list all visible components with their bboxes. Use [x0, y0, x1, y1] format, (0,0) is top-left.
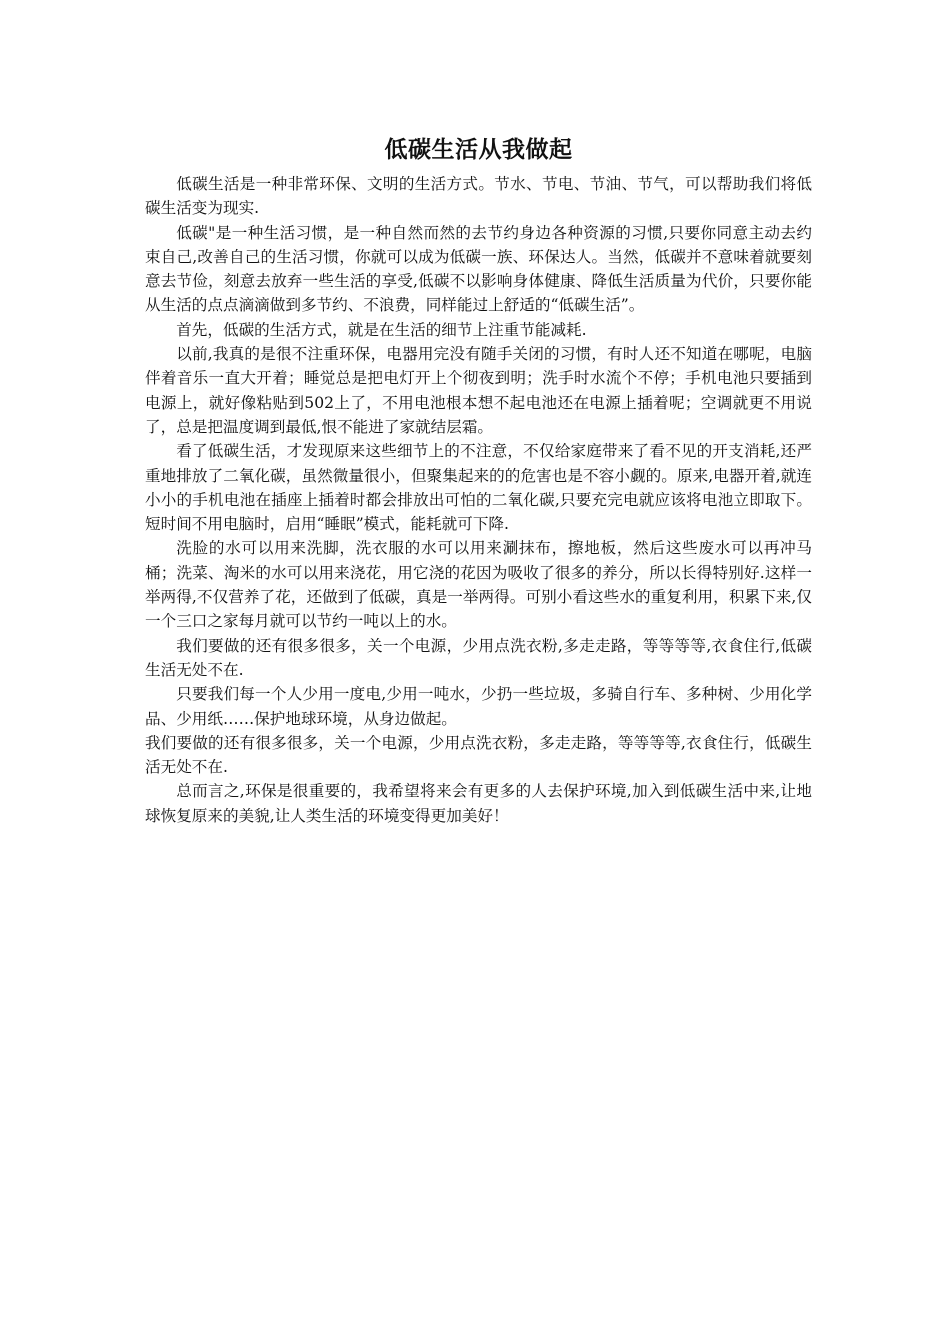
paragraph-habit: 低碳"是一种生活习惯，是一种自然而然的去节约身边各种资源的习惯,只要你同意主动去约束自己,改善自己的生活习惯，你就可以成为低碳一族、环保达人。当然，低碳并不意味着就要刻意去节俭，刻意去放弃一些生活的享受,低碳不以影响身体健康、降低生活质量为代价，只要你能从生活的点点滴滴做到多节约、不浪费，同样能过上舒适的“低碳生活”。	[145, 223, 812, 315]
paragraph-intro: 低碳生活是一种非常环保、文明的生活方式。节水、节电、节油、节气，可以帮助我们将低碳生活变为现实.	[145, 175, 812, 218]
paragraph-conclusion: 总而言之,环保是很重要的，我希望将来会有更多的人去保护环境,加入到低碳生活中来,让地球恢复原来的美貌,让人类生活的环境变得更加美好！	[145, 782, 812, 825]
paragraph-discovery: 看了低碳生活，才发现原来这些细节上的不注意，不仅给家庭带来了看不见的开支消耗,还严重地排放了二氧化碳，虽然微量很小，但聚集起来的的危害也是不容小觑的。原来,电器开着,就连小小的手机电池在插座上插着时都会排放出可怕的二氧化碳,只要充完电就应该将电池立即取下。短时间不用电脑时，启用“睡眠”模式，能耗就可下降.	[145, 442, 812, 534]
paragraph-first: 首先，低碳的生活方式，就是在生活的细节上注重节能减耗.	[176, 320, 587, 339]
paragraph-water-reuse: 洗脸的水可以用来洗脚，洗衣服的水可以用来涮抹布，擦地板，然后这些废水可以再冲马桶；洗菜、淘米的水可以用来浇花，用它浇的花因为吸收了很多的养分，所以长得特别好.这样一举两得,不仅营养了花，还做到了低碳，真是一举两得。可别小看这些水的重复利用，积累下来,仅一个三口之家每月就可以节约一吨以上的水。	[145, 539, 812, 631]
paragraph-before: 以前,我真的是很不注重环保，电器用完没有随手关闭的习惯，有时人还不知道在哪呢，电脑伴着音乐一直大开着；睡觉总是把电灯开上个彻夜到明；洗手时水流个不停；手机电池只要插到电源上，就好像粘贴到502上了，不用电池根本想不起电池还在电源上插着呢；空调就更不用说了，总是把温度调到最低,恨不能进了家就结层霜。	[145, 345, 812, 436]
paragraph-everyone: 只要我们每一个人少用一度电,少用一吨水，少扔一些垃圾，多骑自行车、多种树、少用化学品、少用纸……保护地球环境，从身边做起。	[145, 685, 812, 728]
document-body	[145, 172, 812, 828]
paragraph-more-to-do-repeat: 我们要做的还有很多很多，关一个电源，少用点洗衣粉，多走走路，等等等等,衣食住行，低碳生活无处不在.	[145, 733, 812, 777]
document-title: 低碳生活从我做起	[384, 137, 573, 163]
document-page	[145, 128, 812, 828]
paragraph-more-to-do: 我们要做的还有很多很多，关一个电源，少用点洗衣粉,多走走路，等等等等,衣食住行,低碳生活无处不在.	[145, 636, 812, 679]
